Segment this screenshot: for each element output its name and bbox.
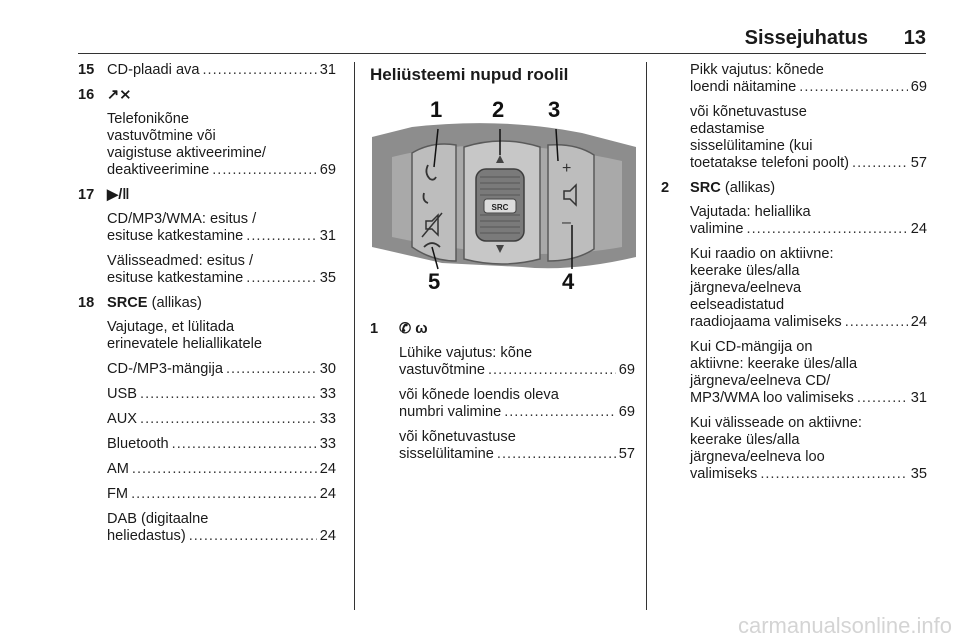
figure-label-2: 2 <box>492 97 505 122</box>
page-ref: 69 <box>319 162 336 178</box>
svg-text:–: – <box>562 214 571 231</box>
item-number: 17 <box>78 187 95 203</box>
page-ref: 33 <box>319 386 336 402</box>
column-left <box>78 62 336 545</box>
page-ref: 35 <box>319 270 336 286</box>
toc-line: loendi näitamine ..... 69 <box>690 79 927 96</box>
phone-mute-icon: ↗⨯ <box>107 87 132 103</box>
item-16: 16 ↗⨯ Telefonikõne vastuvõtmine või vaigistuse aktiveerimine/ deaktiveerimine ..... 69 <box>78 87 336 179</box>
page-ref: 31 <box>319 62 336 78</box>
steering-wheel-controls-figure <box>372 97 636 303</box>
page-ref: 31 <box>319 228 336 244</box>
toc-line: heliedastus) ..... 24 <box>107 528 336 545</box>
figure-label-4: 4 <box>562 269 575 294</box>
toc-line: sisselülitamine ..... 57 <box>399 446 635 463</box>
page-ref: 69 <box>618 404 635 420</box>
item-15 <box>78 62 336 79</box>
page-ref: 31 <box>910 390 927 406</box>
item-number: 18 <box>78 295 95 311</box>
page-ref: 35 <box>910 466 927 482</box>
phone-voice-icon: ✆ ω <box>399 321 428 337</box>
toc-line: numbri valimine ..... 69 <box>399 404 635 421</box>
item-18: 18 SRCE (allikas) Vajutage, et lülitada erinevatele heliallikatele CD-/MP3-mängija ..... 30 USB ..... 33 AUX ..... 33 Bluetooth ..... 33 AM ..... 24 FM ..... 24 DAB (digitaalne heliedastus) ..... 24 <box>78 295 336 545</box>
toc-line: toetatakse telefoni poolt) ..... 57 <box>690 155 927 172</box>
toc-line: raadiojaama valimiseks ..... 24 <box>690 314 927 331</box>
figure-label-1: 1 <box>430 97 443 122</box>
toc-line: MP3/WMA loo valimiseks ..... 31 <box>690 390 927 407</box>
page-ref: 24 <box>319 528 336 544</box>
svg-text:+: + <box>562 160 572 177</box>
page-ref: 24 <box>910 221 927 237</box>
page-ref: 33 <box>319 411 336 427</box>
item-number: 1 <box>370 321 379 337</box>
toc-line: vastuvõtmine ..... 69 <box>399 362 635 379</box>
watermark: carmanualsonline.info <box>737 613 952 638</box>
play-pause-icon: ▶/‖ <box>107 187 130 203</box>
column-divider-2 <box>646 62 647 610</box>
src-label: SRC <box>690 180 721 196</box>
page-title: Sissejuhatus <box>744 27 868 49</box>
page-header <box>78 27 926 52</box>
svg-text:SRC: SRC <box>491 203 509 212</box>
figure-label-3: 3 <box>548 97 561 122</box>
page-number: 13 <box>903 27 926 49</box>
page-ref: 24 <box>910 314 927 330</box>
toc-line: AM ..... 24 <box>107 461 336 478</box>
toc-line: CD-plaadi ava ..... 31 <box>107 62 336 79</box>
page-ref: 57 <box>618 446 635 462</box>
section-title: Heliüsteemi nupud roolil <box>370 65 569 84</box>
page-ref: 57 <box>910 155 927 171</box>
toc-line: valimine ..... 24 <box>690 221 927 238</box>
toc-line: Bluetooth ..... 33 <box>107 436 336 453</box>
toc-line: AUX ..... 33 <box>107 411 336 428</box>
toc-line: FM ..... 24 <box>107 486 336 503</box>
column-middle <box>370 62 635 463</box>
toc-line: esituse katkestamine ..... 35 <box>107 270 336 287</box>
page-ref: 30 <box>319 361 336 377</box>
page-ref: 24 <box>319 486 336 502</box>
toc-line: valimiseks ..... 35 <box>690 466 927 483</box>
toc-line: deaktiveerimine ..... 69 <box>107 162 336 179</box>
figure-label-5: 5 <box>428 269 441 294</box>
item-2: 2 SRC (allikas) Vajutada: heliallika valimine ..... 24 Kui raadio on aktiivne: keerake üles/alla järgneva/eelneva eelseadistatud raadiojaama valimiseks ..... 24 Kui CD-mängija on aktiivne: keerake üles/alla järgneva/eelneva CD/ MP3/WMA loo valimiseks ..... 31 Kui välisseade on aktiivne: keerake üles/alla järgneva/eelneva loo valimiseks ..... 35 <box>661 180 927 483</box>
page-ref: 69 <box>910 79 927 95</box>
page-ref: 33 <box>319 436 336 452</box>
item-1-continued: Pikk vajutus: kõnede loendi näitamine ..... 69 või kõnetuvastuse edastamise sisselülitamine (kui toetatakse telefoni poolt) ..... 57 <box>661 62 927 172</box>
column-divider-1 <box>354 62 355 610</box>
column-right <box>661 62 927 483</box>
item-17: 17 ▶/‖ CD/MP3/WMA: esitus / esituse katkestamine ..... 31 Välisseadmed: esitus / esituse katkestamine ..... 35 <box>78 187 336 287</box>
item-number: 15 <box>78 62 95 78</box>
srce-label: SRCE <box>107 295 148 311</box>
page-ref: 69 <box>618 362 635 378</box>
toc-line: USB ..... 33 <box>107 386 336 403</box>
item-number: 2 <box>661 180 670 196</box>
steering-wheel-controls-illustration <box>372 97 636 303</box>
toc-line: esituse katkestamine ..... 31 <box>107 228 336 245</box>
page-ref: 24 <box>319 461 336 477</box>
header-rule <box>78 53 926 54</box>
item-1: 1 ✆ ω Lühike vajutus: kõne vastuvõtmine ..... 69 või kõnede loendis oleva numbri valimine ..... 69 või kõnetuvastuse sisselülitamine ..... 57 <box>370 321 635 463</box>
toc-line: CD-/MP3-mängija ..... 30 <box>107 361 336 378</box>
item-number: 16 <box>78 87 95 103</box>
